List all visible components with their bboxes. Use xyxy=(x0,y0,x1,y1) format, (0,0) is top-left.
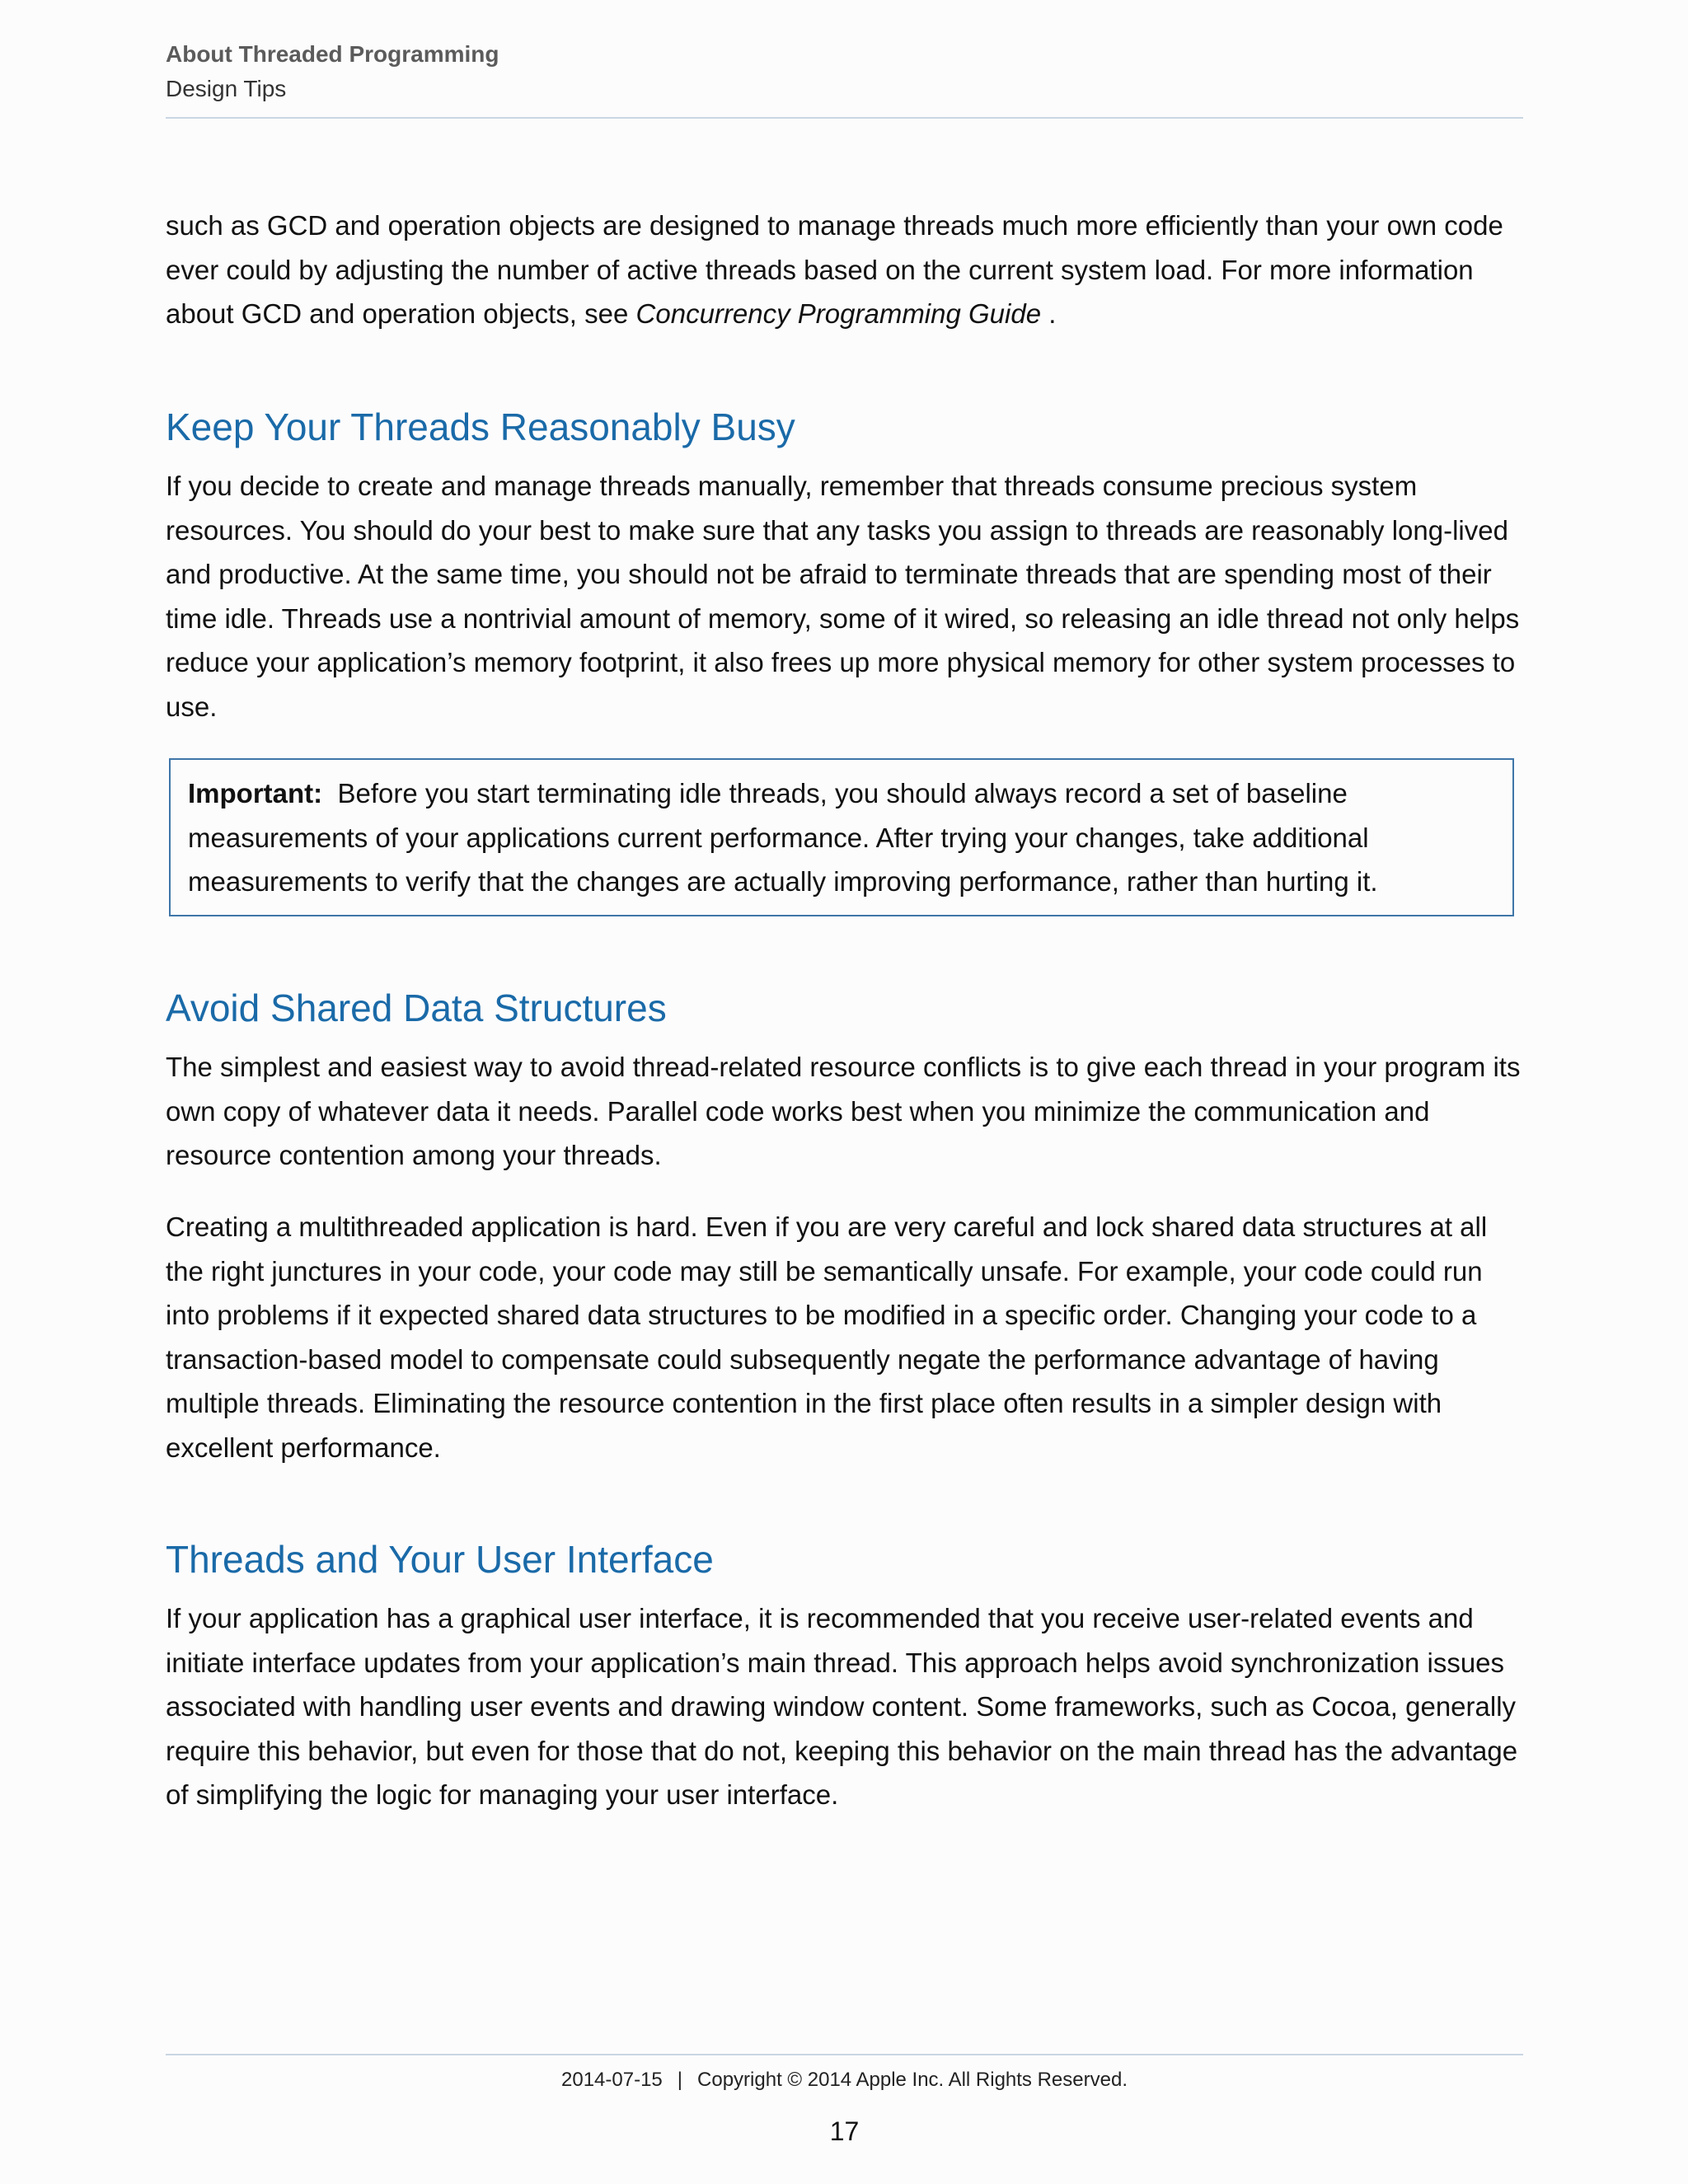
intro-text-end: . xyxy=(1041,298,1057,329)
section-2-paragraph-1 xyxy=(166,1045,1523,1178)
document-page xyxy=(166,0,1523,2184)
callout-body: Before you start terminating idle threads, you should always record a set of baseline measurements of your applications current performance. After trying your changes, take additional measurements to verify that the changes are actually improving performance, rather than hurting it. xyxy=(188,778,1378,897)
page-number: 17 xyxy=(829,2116,860,2146)
running-header xyxy=(166,38,1523,119)
body-paragraph: If you decide to create and manage threads manually, remember that threads consume precious system resources. You should do your best to make sure that any tasks you assign to threads are reasonably long-lived and productive. At the same time, you should not be afraid to terminate threads that are spending most of their time idle. Threads use a nontrivial amount of memory, some of it wired, so releasing an idle thread not only helps reduce your application’s memory footprint, it also frees up more physical memory for other system processes to use. xyxy=(166,471,1520,722)
footer-copyright: Copyright © 2014 Apple Inc. All Rights Reserved. xyxy=(697,2069,1128,2091)
important-callout xyxy=(169,758,1514,916)
footer-info xyxy=(166,2065,1523,2095)
callout-content xyxy=(188,771,1490,904)
header-chapter-title: About Threaded Programming xyxy=(166,41,499,67)
body-paragraph: If your application has a graphical user interface, it is recommended that you receive user-related events and initiate interface updates from your application’s main thread. This approach helps avoid synchronization issues associated with handling user events and drawing window content. Some frameworks, such as Cocoa, generally require this behavior, but even for those that do not, keeping this behavior on the main thread has the advantage of simplifying the logic for managing your user interface. xyxy=(166,1603,1518,1810)
intro-paragraph xyxy=(166,204,1523,336)
footer-date: 2014-07-15 xyxy=(561,2069,663,2091)
header-section-title: Design Tips xyxy=(166,76,287,101)
section-2-paragraph-2 xyxy=(166,1205,1523,1469)
body-paragraph: Creating a multithreaded application is hard. Even if you are very careful and lock shared data structures at all the right junctures in your code, your code may still be semantically unsafe. For example, your code could run into problems if it expected shared data structures to be modified in a specific order. Changing your code to a transaction-based model to compensate could subsequently negate the performance advantage of having multiple threads. Eliminating the resource contention in the first place often results in a simpler design with excellent performance. xyxy=(166,1212,1488,1463)
callout-label: Important: xyxy=(188,778,323,808)
section-heading-keep-threads-busy: Keep Your Threads Reasonably Busy xyxy=(166,405,795,448)
section-heading-threads-user-interface: Threads and Your User Interface xyxy=(166,1538,714,1581)
concurrency-guide-link[interactable]: Concurrency Programming Guide xyxy=(635,298,1042,329)
footer-separator: | xyxy=(677,2069,683,2091)
body-paragraph: The simplest and easiest way to avoid thread-related resource conflicts is to give each thread in your program its own copy of whatever data it needs. Parallel code works best when you minimize the communication and resource contention among your threads. xyxy=(166,1052,1521,1170)
section-heading-avoid-shared-data: Avoid Shared Data Structures xyxy=(166,987,667,1029)
footer-divider xyxy=(166,2054,1523,2055)
intro-text: such as GCD and operation objects are designed to manage threads much more efficiently than your own code ever could by adjusting the number of active threads based on the current system load. For more information about GCD and operation objects, see xyxy=(166,210,1503,329)
section-1-paragraph-1 xyxy=(166,464,1523,729)
section-3-paragraph-1 xyxy=(166,1596,1523,1817)
